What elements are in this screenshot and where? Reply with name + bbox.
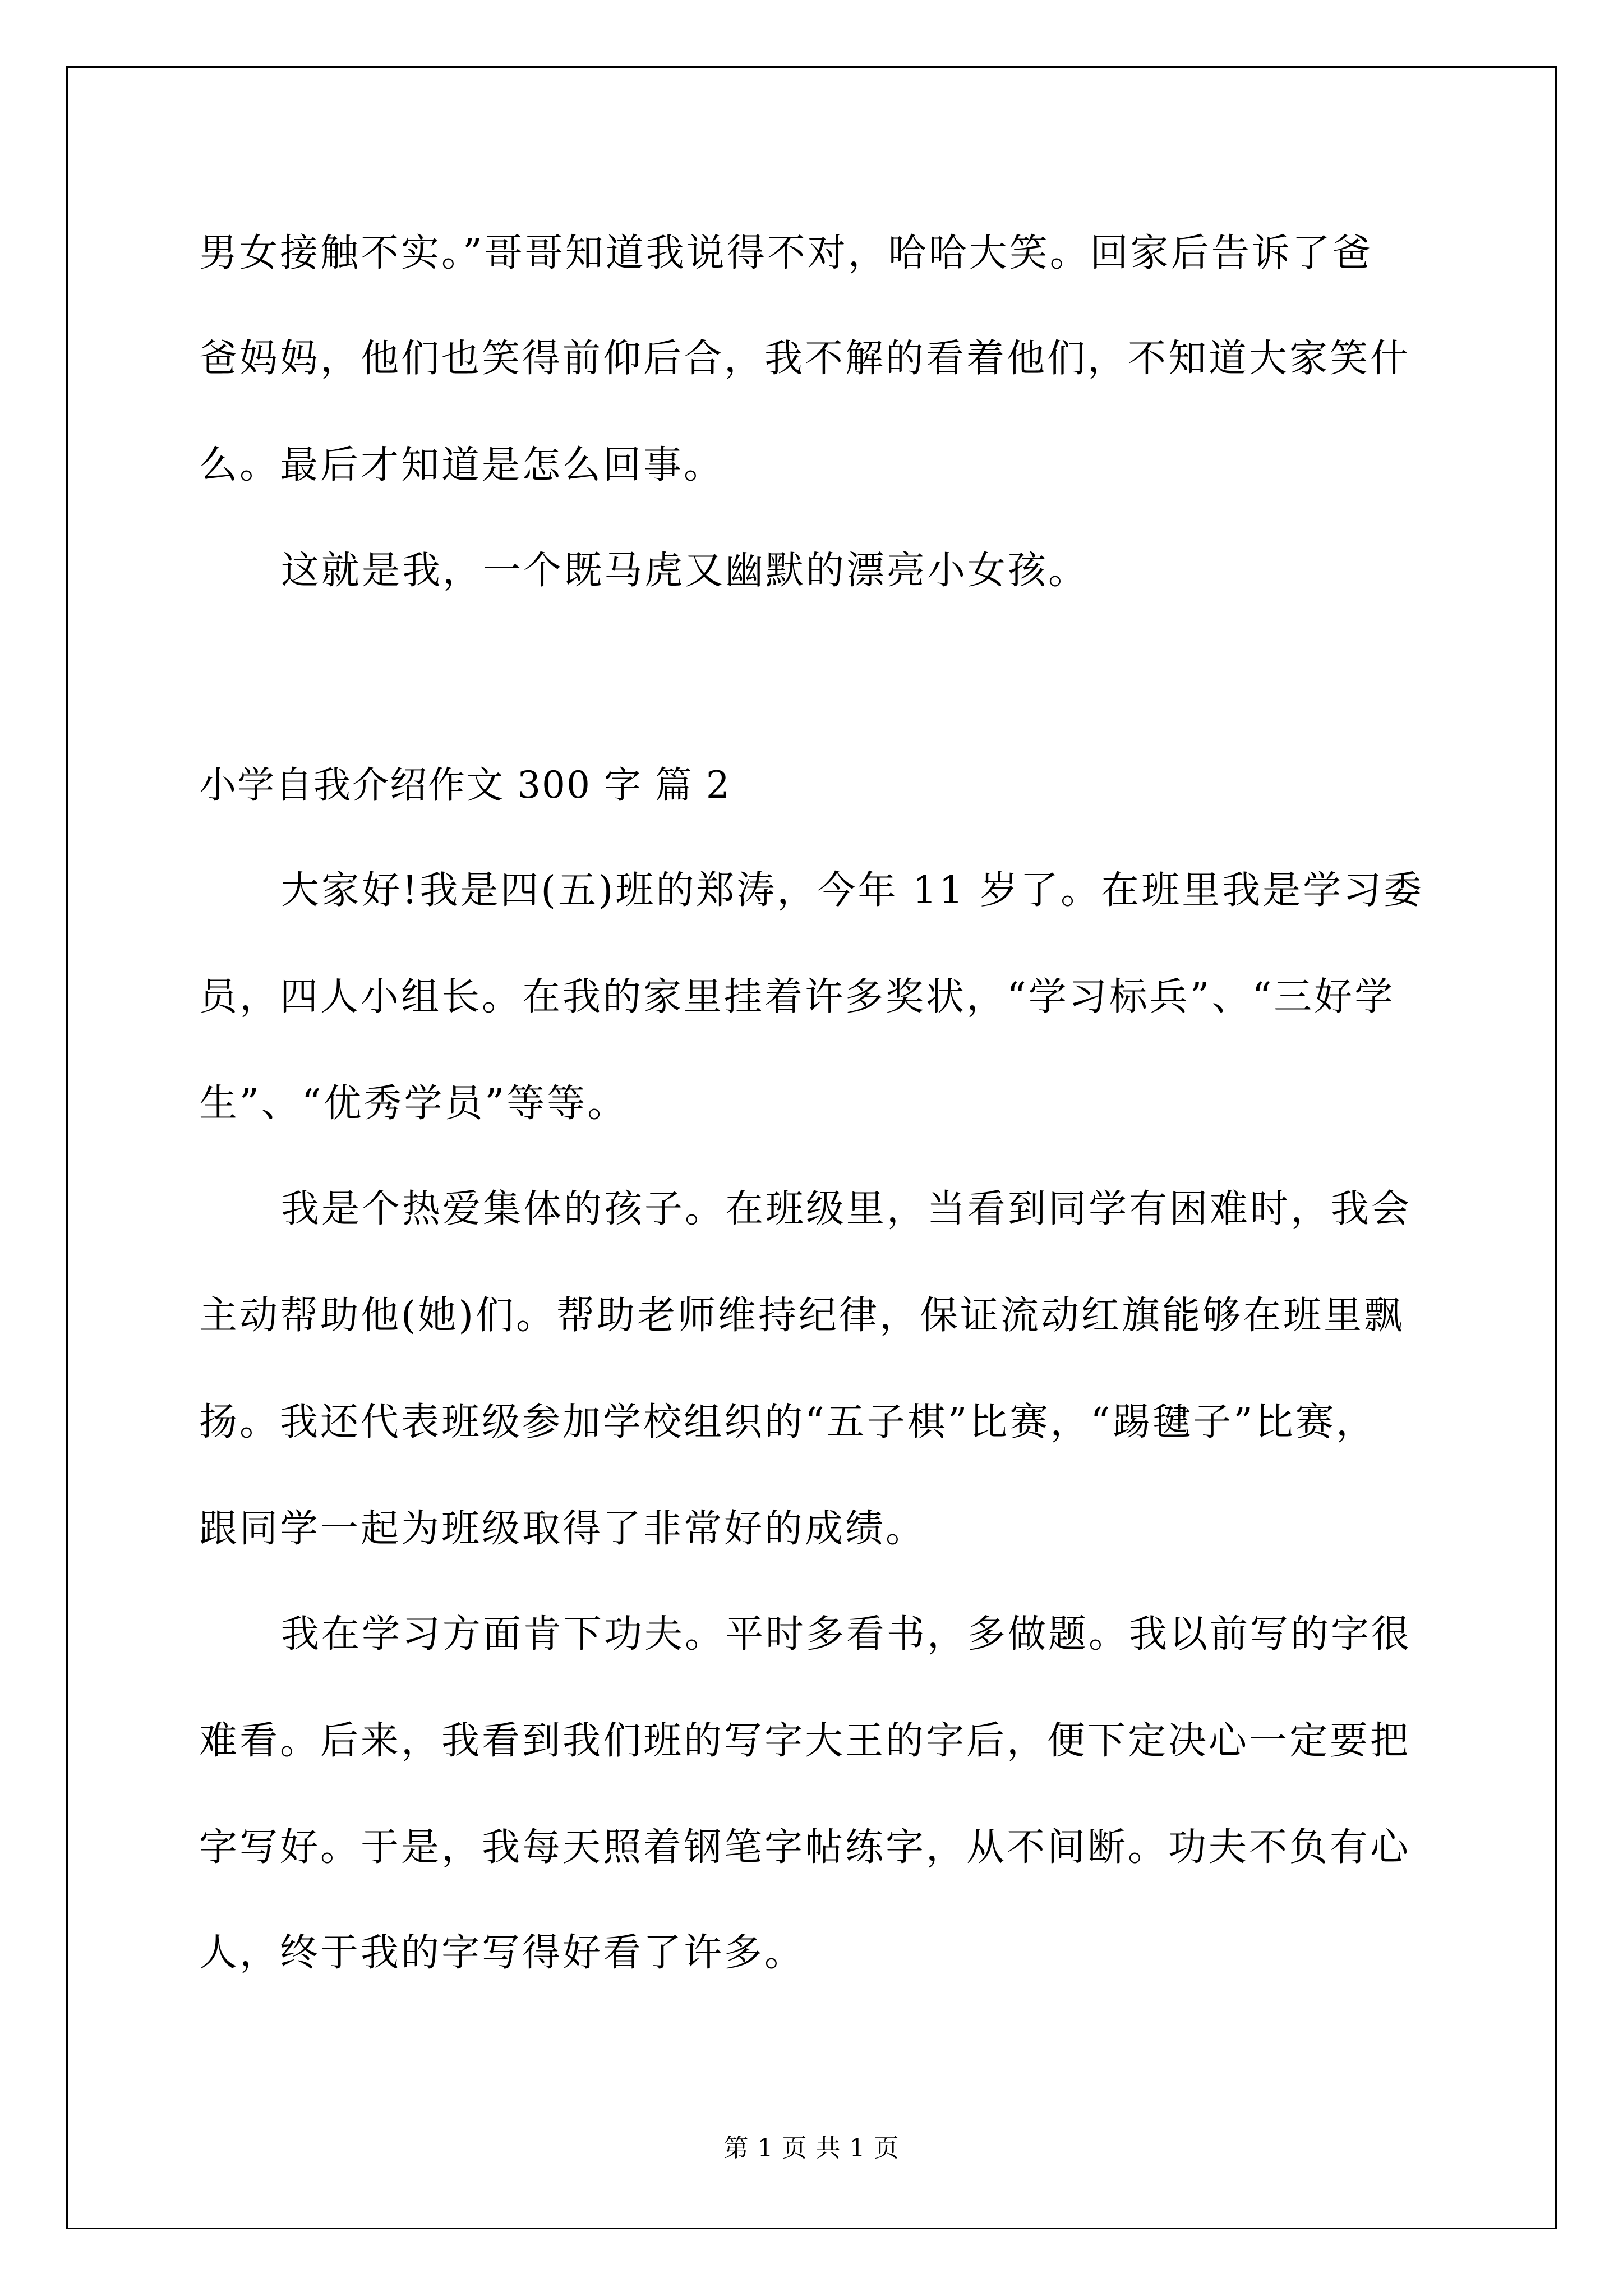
text-line: 员，四人小组长。在我的家里挂着许多奖状，“学习标兵”、“三好学 xyxy=(199,975,1395,1019)
text-line: 这就是我，一个既马虎又幽默的漂亮小女孩。 xyxy=(281,549,1089,593)
page-number-footer: 第 1 页 共 1 页 xyxy=(723,2134,900,2162)
text-line: 男女接触不实。”哥哥知道我说得不对，哈哈大笑。回家后告诉了爸 xyxy=(199,231,1373,275)
text-line: 爸妈妈，他们也笑得前仰后合，我不解的看着他们，不知道大家笑什 xyxy=(199,337,1411,381)
text-line: 我在学习方面肯下功夫。平时多看书，多做题。我以前写的字很 xyxy=(281,1612,1412,1657)
text-line: 难看。后来，我看到我们班的写字大王的字后，便下定决心一定要把 xyxy=(199,1719,1411,1763)
section-heading: 小学自我介绍作文 300 字 篇 2 xyxy=(199,763,731,807)
text-line: 我是个热爱集体的孩子。在班级里，当看到同学有困难时，我会 xyxy=(281,1187,1412,1231)
text-line: 么。最后才知道是怎么回事。 xyxy=(199,443,725,487)
page-border xyxy=(66,66,1557,2229)
text-line: 主动帮助他(她)们。帮助老师维持纪律，保证流动红旗能够在班里飘 xyxy=(199,1294,1405,1338)
text-line: 大家好!我是四(五)班的郑涛，今年 11 岁了。在班里我是学习委 xyxy=(281,868,1424,913)
text-line: 生”、“优秀学员”等等。 xyxy=(199,1082,628,1126)
text-line: 人，终于我的字写得好看了许多。 xyxy=(199,1931,805,1975)
text-line: 跟同学一起为班级取得了非常好的成绩。 xyxy=(199,1507,926,1551)
text-line: 字写好。于是，我每天照着钢笔字帖练字，从不间断。功夫不负有心 xyxy=(199,1825,1411,1870)
text-line: 扬。我还代表班级参加学校组织的“五子棋”比赛，“踢毽子”比赛， xyxy=(199,1400,1377,1444)
